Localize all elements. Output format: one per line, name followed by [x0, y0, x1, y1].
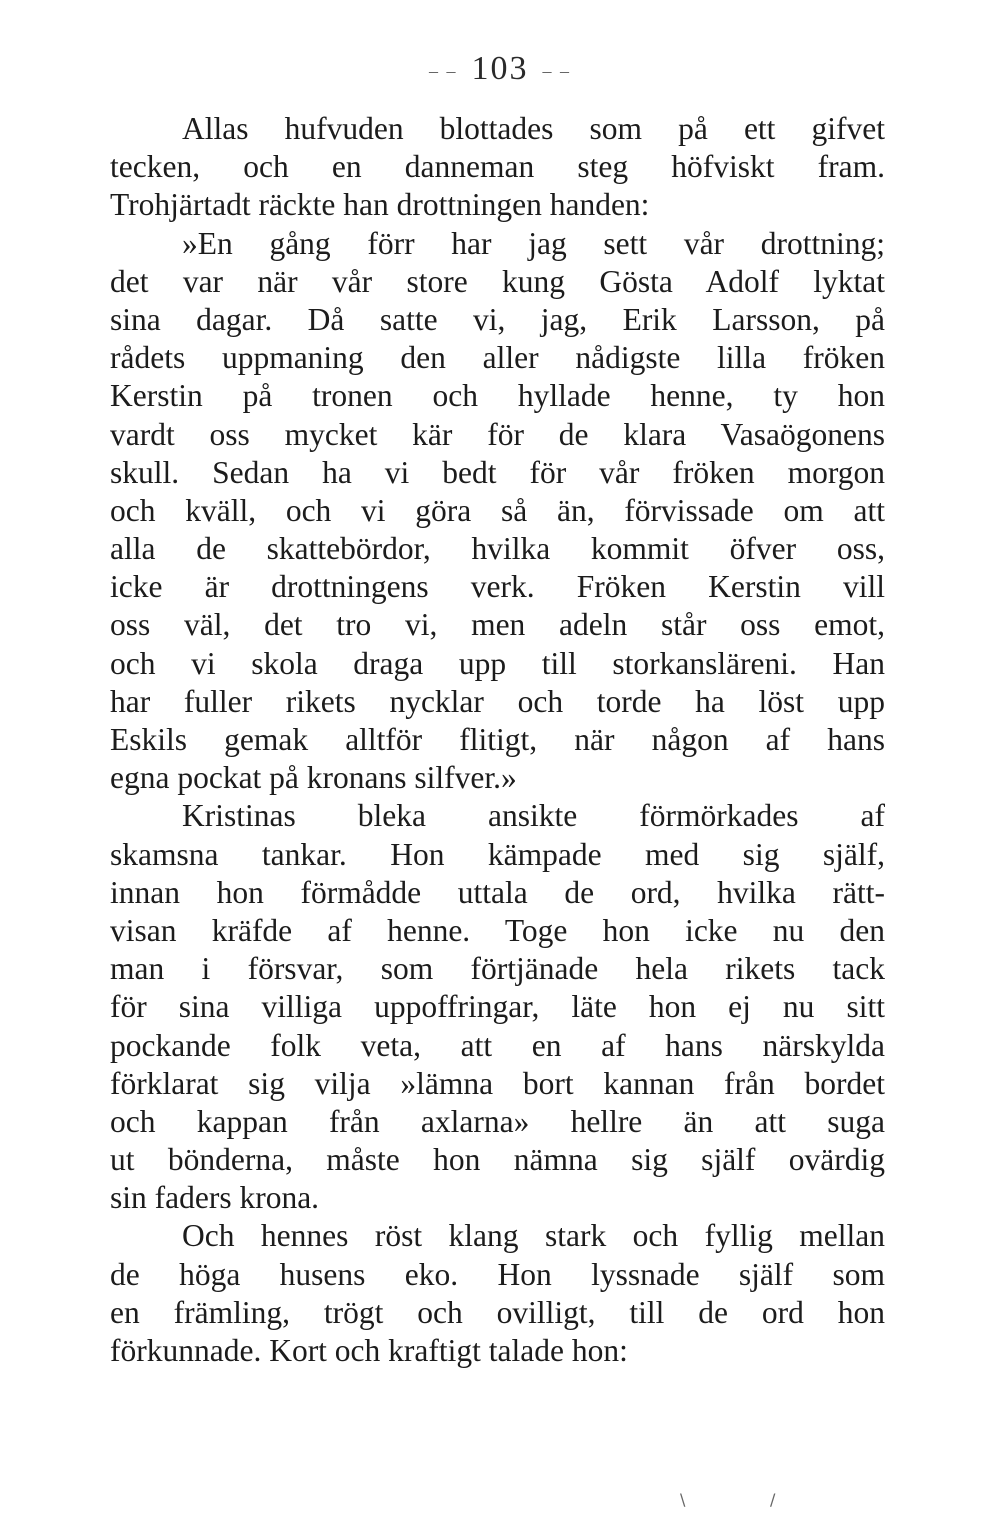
text-line: alla de skattebördor, hvilka kommit öfver oss,	[110, 531, 885, 567]
header-left-dash: – –	[429, 60, 458, 81]
text-line: sin faders krona.	[110, 1180, 320, 1216]
text-line: pockande folk veta, att en af hans närskylda	[110, 1027, 885, 1063]
text-line: Och hennes röst klang stark och fyllig mellan	[182, 1218, 885, 1254]
paragraph-1	[110, 110, 885, 225]
text-line: sina dagar. Då satte vi, jag, Erik Larsson, på	[110, 301, 885, 337]
paragraph-2	[110, 225, 885, 798]
text-line: de höga husens eko. Hon lyssnade själf som	[110, 1256, 885, 1292]
text-line: icke är drottningens verk. Fröken Kerstin vill	[110, 569, 885, 605]
footer-mark: \	[680, 1490, 686, 1509]
text-line: Kerstin på tronen och hyllade henne, ty hon	[110, 378, 885, 414]
footer-mark: /	[770, 1490, 776, 1509]
footer-marks	[680, 1490, 800, 1510]
text-line: man i försvar, som förtjänade hela rikets tack	[110, 951, 885, 987]
text-line: tecken, och en danneman steg höfviskt fram.	[110, 149, 885, 185]
text-line: innan hon förmådde uttala de ord, hvilka rätt-	[110, 874, 885, 910]
text-line: och kappan från axlarna» hellre än att suga	[110, 1103, 885, 1139]
paragraph-3	[110, 797, 885, 1217]
header-right-dash: – –	[542, 60, 571, 81]
text-line: Allas hufvuden blottades som på ett gifvet	[182, 111, 885, 146]
text-line: och kväll, och vi göra så än, förvissade om att	[110, 492, 885, 528]
text-line: och vi skola draga upp till storkansläreni. Han	[110, 645, 885, 681]
text-line: ut bönderna, måste hon nämna sig själf ovärdig	[110, 1142, 885, 1178]
text-line: det var när vår store kung Gösta Adolf lyktat	[110, 263, 885, 299]
text-line: Trohjärtadt räckte han drottningen handen:	[110, 187, 650, 223]
page-header	[0, 50, 1000, 88]
text-line: skull. Sedan ha vi bedt för vår fröken morgon	[110, 454, 885, 490]
text-line: för sina villiga uppoffringar, läte hon ej nu sitt	[110, 989, 885, 1025]
page-number: 103	[471, 50, 529, 87]
text-line: egna pockat på kronans silfver.»	[110, 760, 517, 796]
paragraph-4	[110, 1217, 885, 1370]
text-line: Kristinas bleka ansikte förmörkades af	[182, 798, 885, 834]
text-line: Eskils gemak alltför flitigt, när någon af hans	[110, 722, 885, 757]
text-line: förklarat sig vilja »lämna bort kannan från bordet	[110, 1065, 885, 1101]
text-line: har fuller rikets nycklar och torde ha löst upp	[110, 683, 885, 719]
text-line: »En gång förr har jag sett vår drottning;	[182, 225, 885, 261]
text-line: visan kräfde af henne. Toge hon icke nu den	[110, 912, 885, 948]
text-line: vardt oss mycket kär för de klara Vasaögonens	[110, 416, 885, 452]
text-line: rådets uppmaning den aller nådigste lilla fröken	[110, 340, 885, 376]
text-line: en främling, trögt och ovilligt, till de ord hon	[110, 1294, 885, 1330]
text-line: oss väl, det tro vi, men adeln står oss emot,	[110, 607, 885, 643]
text-line: förkunnade. Kort och kraftigt talade hon:	[110, 1333, 628, 1368]
page-body	[110, 110, 885, 1370]
text-line: skamsna tankar. Hon kämpade med sig själf,	[110, 836, 885, 872]
